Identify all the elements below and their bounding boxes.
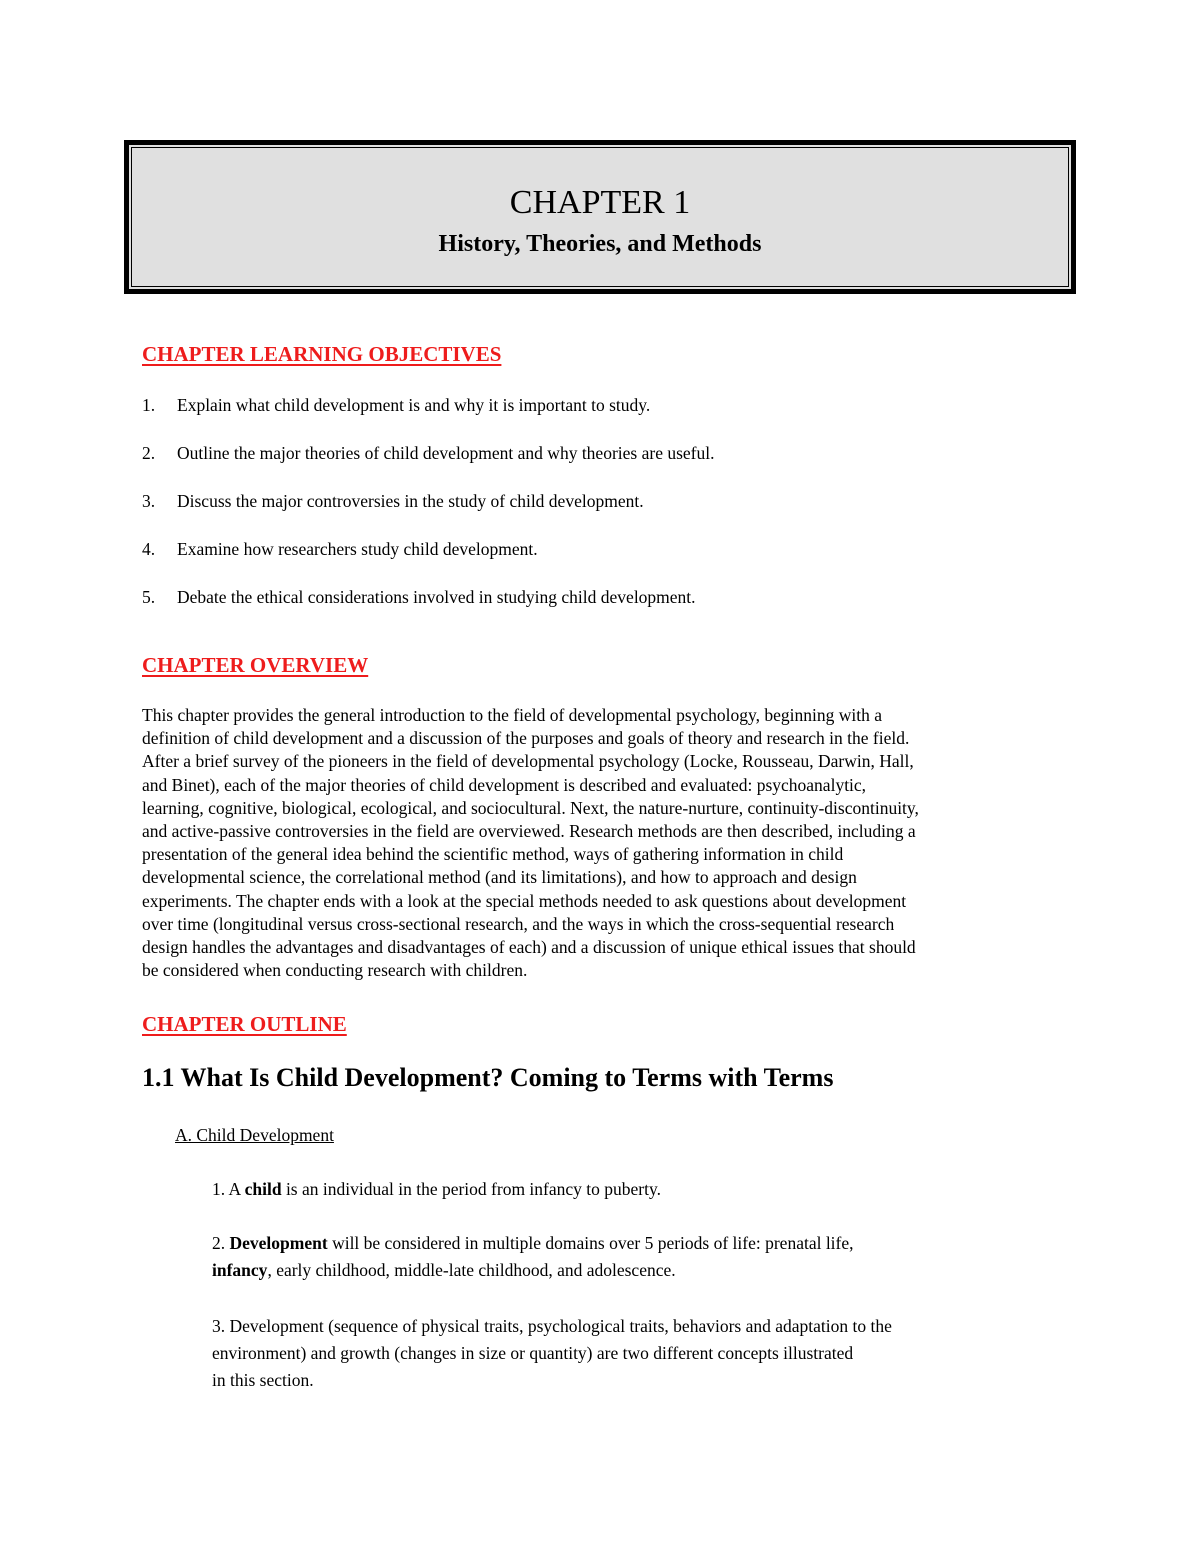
objective-number: 3. [142,491,156,511]
item-prefix: 2. [212,1233,230,1253]
outline-item-3 [212,1313,1072,1394]
term-child: child [244,1179,282,1199]
objective-item [142,586,1062,608]
subsection-heading: A. Child Development [175,1125,334,1145]
section-title: 1.1 What Is Child Development? Coming to Terms with Terms [142,1063,834,1092]
chapter-outline-heading: CHAPTER OUTLINE [142,1012,347,1036]
outline-item-line [212,1257,1072,1284]
overview-line: design handles the advantages and disadvantages of each) and a discussion of unique ethical issues that should [142,937,916,958]
objective-number: 2. [142,443,156,463]
outline-item-line: 3. Development (sequence of physical traits, psychological traits, behaviors and adaptation to the [212,1316,892,1336]
objective-item [142,442,1062,464]
outline-item-line: in this section. [212,1370,314,1390]
chapter-number: CHAPTER 1 [509,184,691,221]
overview-line: developmental science, the correlational method (and its limitations), and how to approach and design [142,867,857,888]
overview-line: definition of child development and a discussion of the purposes and goals of theory and research in the field. [142,728,910,749]
overview-line: This chapter provides the general introduction to the field of developmental psychology, beginning with a [142,705,882,725]
overview-line: After a brief survey of the pioneers in the field of developmental psychology (Locke, Rousseau, Darwin, Hall, [142,751,914,772]
term-infancy: infancy [212,1260,268,1280]
overview-line: and active-passive controversies in the field are overviewed. Research methods are then described, including a [142,821,916,842]
term-development: Development [229,1233,328,1253]
outline-item-line [212,1176,1072,1203]
overview-line: over time (longitudinal versus cross-sectional research, and the ways in which the cross-sequential research [142,913,895,934]
outline-item-line: environment) and growth (changes in size or quantity) are two different concepts illustrated [212,1343,854,1363]
chapter-overview-paragraph [142,704,1062,982]
objective-text: Examine how researchers study child development. [177,539,538,559]
objective-number: 4. [142,539,156,559]
objective-text: Discuss the major controversies in the study of child development. [177,491,644,511]
outline-item-1 [212,1176,1072,1203]
overview-line: be considered when conducting research with children. [142,960,528,981]
outline-item-2 [212,1230,1072,1284]
objective-text: Debate the ethical considerations involved in studying child development. [177,587,696,607]
chapter-title: History, Theories, and Methods [438,231,762,257]
chapter-overview-heading: CHAPTER OVERVIEW [142,653,369,677]
objective-item [142,538,1062,560]
learning-objectives-list [142,394,1062,634]
item-rest: will be considered in multiple domains over 5 periods of life: prenatal life, [327,1233,854,1253]
overview-line: presentation of the general idea behind the scientific method, ways of gathering information in child [142,844,844,865]
item-prefix: 1. A [212,1179,245,1199]
overview-line: and Binet), each of the major theories of child development is described and evaluated: psychoanalytic, [142,774,867,795]
objective-text: Outline the major theories of child development and why theories are useful. [177,443,715,463]
item-rest: , early childhood, middle-late childhood, and adolescence. [267,1260,676,1280]
overview-line: learning, cognitive, biological, ecological, and sociocultural. Next, the nature-nurture, continuity-discontinuity, [142,797,919,818]
objective-number: 1. [142,395,156,415]
chapter-header-box [124,140,1076,294]
overview-line: experiments. The chapter ends with a look at the special methods needed to ask questions about development [142,890,907,911]
objective-item [142,394,1062,416]
objective-number: 5. [142,587,156,607]
learning-objectives-heading: CHAPTER LEARNING OBJECTIVES [142,342,502,366]
objective-item [142,490,1062,512]
objective-text: Explain what child development is and why it is important to study. [177,395,651,415]
item-rest: is an individual in the period from infancy to puberty. [281,1179,661,1199]
outline-item-line [212,1230,1072,1257]
